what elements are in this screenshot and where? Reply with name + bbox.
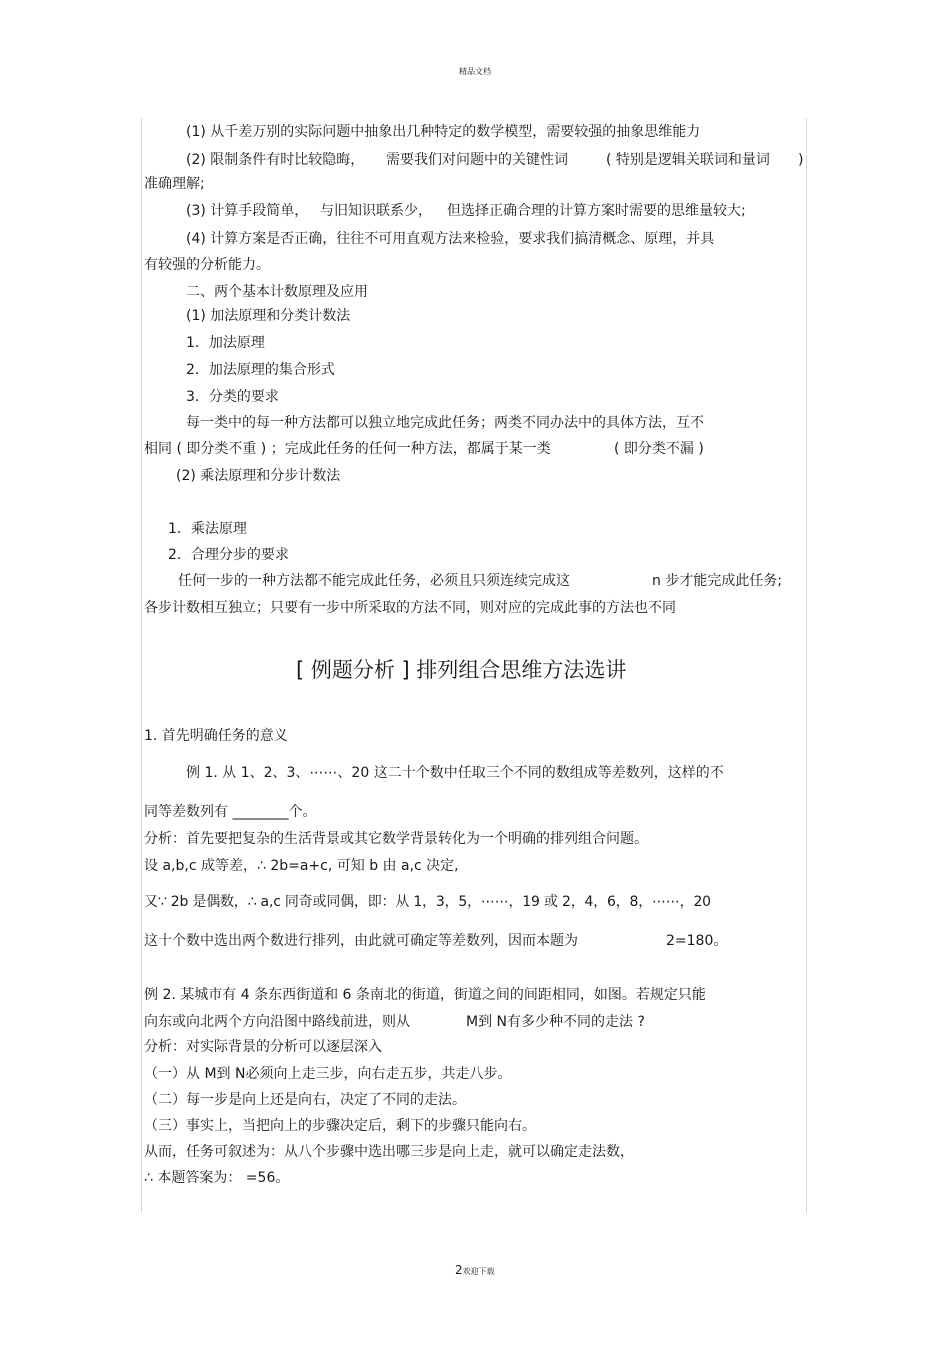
paragraph: （三）事实上，当把向上的步骤决定后，剩下的步骤只能向右。 [144, 1118, 536, 1134]
paragraph: ( 特别是逻辑关联词和量词 [606, 152, 770, 168]
list-item: 2．合理分步的要求 [168, 547, 289, 563]
paragraph: （二）每一步是向上还是向右，决定了不同的走法。 [144, 1092, 466, 1108]
paragraph: 分析：首先要把复杂的生活背景或其它数学背景转化为一个明确的排列组合问题。 [144, 831, 648, 847]
paragraph: 这十个数中选出两个数进行排列，由此就可确定等差数列，因而本题为 [144, 933, 578, 949]
paragraph: 需要我们对问题中的关键性词 [386, 152, 568, 168]
paragraph: 2=180。 [666, 933, 728, 949]
list-item: 1．加法原理 [186, 335, 265, 351]
paragraph: 但选择正确合理的计算方案时需要的思维量较大; [447, 203, 746, 219]
page-title: [ 例题分析 ] 排列组合思维方法选讲 [296, 658, 627, 682]
paragraph: 每一类中的每一种方法都可以独立地完成此任务；两类不同办法中的具体方法，互不 [186, 415, 704, 431]
paragraph: 从而，任务可叙述为：从八个步骤中选出哪三步是向上走，就可以确定走法数， [144, 1144, 634, 1160]
paragraph: （一）从 M到 N必须向上走三步，向右走五步，共走八步。 [144, 1066, 512, 1082]
paragraph: 设 a,b,c 成等差，∴ 2b=a+c, 可知 b 由 a,c 决定, [144, 858, 459, 874]
paragraph: 准确理解; [144, 176, 205, 192]
paragraph: ) [798, 152, 804, 168]
paragraph: 相同 ( 即分类不重 ) ；完成此任务的任何一种方法，都属于某一类 [144, 441, 551, 457]
subsection-heading: 1. 首先明确任务的意义 [144, 728, 288, 744]
paragraph: (4) 计算方案是否正确，往往不可用直观方法来检验，要求我们搞清概念、原理，并具 [186, 231, 715, 247]
paragraph: 向东或向北两个方向沿图中路线前进，则从 [144, 1014, 410, 1030]
paragraph: 分析：对实际背景的分析可以逐层深入 [144, 1039, 382, 1055]
paragraph: (2) 限制条件有时比较隐晦， [186, 152, 365, 168]
paragraph: 例 2. 某城市有 4 条东西街道和 6 条南北的街道，街道之间的间距相同，如图。若规定只能 [144, 987, 706, 1003]
paragraph: 有较强的分析能力。 [144, 257, 270, 273]
paragraph: 同等差数列有 ________个。 [144, 804, 317, 820]
paragraph: 任何一步的一种方法都不能完成此任务，必须且只须连续完成这 [178, 573, 570, 589]
list-item: 3．分类的要求 [186, 389, 279, 405]
right-margin-line [806, 118, 807, 1213]
paragraph: 例 1. 从 1、2、3、⋯⋯、20 这二十个数中任取三个不同的数组成等差数列，这样的不 [186, 765, 724, 781]
paragraph: 各步计数相互独立；只要有一步中所采取的方法不同，则对应的完成此事的方法也不同 [144, 600, 676, 616]
paragraph: (1) 从千差万别的实际问题中抽象出几种特定的数学模型，需要较强的抽象思维能力 [186, 124, 701, 140]
paragraph: (3) 计算手段简单， [186, 203, 309, 219]
paragraph: M到 N有多少种不同的走法 ? [466, 1014, 645, 1030]
subsection-heading: (1) 加法原理和分类计数法 [186, 308, 351, 324]
paragraph: ( 即分类不漏 ) [614, 441, 704, 457]
page-footer [455, 1261, 495, 1281]
section-heading: 二、两个基本计数原理及应用 [186, 284, 368, 300]
page-number: 2 [455, 1263, 463, 1277]
left-margin-line [141, 118, 142, 1213]
paragraph: 与旧知识联系少， [320, 203, 432, 219]
footer-text: 欢迎下载 [462, 1267, 495, 1276]
paragraph: n 步才能完成此任务; [652, 573, 783, 589]
paragraph: ∴ 本题答案为： =56。 [144, 1170, 290, 1186]
paragraph: 又∵ 2b 是偶数，∴ a,c 同奇或同偶，即：从 1，3，5，⋯⋯，19 或 2，4，6，8，⋯⋯，20 [144, 894, 711, 910]
list-item: 1．乘法原理 [168, 521, 247, 537]
subsection-heading: (2) 乘法原理和分步计数法 [176, 468, 341, 484]
page-header: 精品文档 [459, 67, 491, 76]
list-item: 2．加法原理的集合形式 [186, 362, 335, 378]
